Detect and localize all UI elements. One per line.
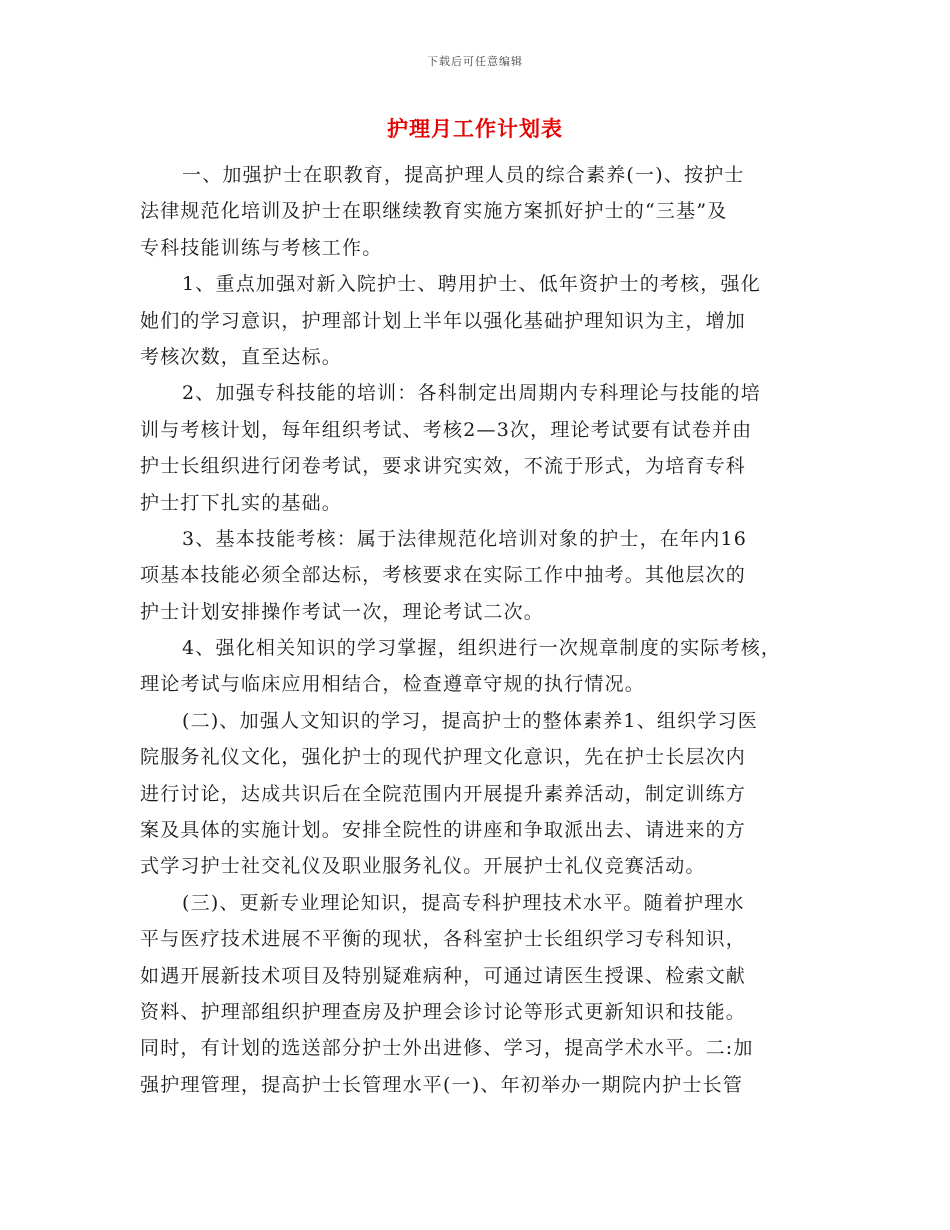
text-line: 院服务礼仪文化，强化护士的现代护理文化意识，先在护士长层次内 xyxy=(140,746,747,769)
text-line: 式学习护士社交礼仪及职业服务礼仪。开展护士礼仪竞赛活动。 xyxy=(140,855,706,878)
document-body xyxy=(140,157,825,1103)
text-line: 如遇开展新技术项目及特别疑难病种，可通过请医生授课、检索文献 xyxy=(140,964,747,987)
page-header: 下载后可任意编辑 xyxy=(427,55,523,68)
text-line: 护士计划安排操作考试一次，理论考试二次。 xyxy=(140,600,545,623)
document-title: 护理月工作计划表 xyxy=(387,116,563,141)
text-line: 训与考核计划，每年组织考试、考核2—3次，理论考试要有试卷并由 xyxy=(140,418,753,441)
text-line: 项基本技能必须全部达标，考核要求在实际工作中抽考。其他层次的 xyxy=(140,564,747,587)
text-line: 3、基本技能考核：属于法律规范化培训对象的护士，在年内16 xyxy=(182,527,748,550)
text-line: 进行讨论，达成共识后在全院范围内开展提升素养活动，制定训练方 xyxy=(140,782,747,805)
text-line: 护士长组织进行闭卷考试，要求讲究实效，不流于形式，为培育专科 xyxy=(140,455,747,478)
text-line: 案及具体的实施计划。安排全院性的讲座和争取派出去、请进来的方 xyxy=(140,819,747,842)
text-line: 专科技能训练与考核工作。 xyxy=(140,236,383,259)
text-line: 理论考试与临床应用相结合，检查遵章守规的执行情况。 xyxy=(140,673,646,696)
text-line: 考核次数，直至达标。 xyxy=(140,345,343,368)
text-line: 4、强化相关知识的学习掌握，组织进行一次规章制度的实际考核， xyxy=(182,637,782,660)
text-line: 一、加强护士在职教育，提高护理人员的综合素养(一)、按护士 xyxy=(182,164,745,186)
text-line: 1、重点加强对新入院护士、聘用护士、低年资护士的考核，强化 xyxy=(182,273,761,296)
text-line: 平与医疗技术进展不平衡的现状，各科室护士长组织学习专科知识， xyxy=(140,928,747,951)
text-line: 资料、护理部组织护理查房及护理会诊讨论等形式更新知识和技能。 xyxy=(140,1000,747,1023)
text-line: 她们的学习意识，护理部计划上半年以强化基础护理知识为主，增加 xyxy=(140,309,747,332)
text-line: (二)、加强人文知识的学习，提高护士的整体素养1、组织学习医 xyxy=(182,709,758,732)
text-line: 护士打下扎实的基础。 xyxy=(140,491,343,514)
text-line: 2、加强专科技能的培训：各科制定出周期内专科理论与技能的培 xyxy=(182,382,761,405)
text-line: (三)、更新专业理论知识，提高专科护理技术水平。随着护理水 xyxy=(182,891,745,914)
text-line: 强护理管理，提高护士长管理水平(一)、年初举办一期院内护士长管 xyxy=(140,1073,744,1096)
text-line: 同时，有计划的选送部分护士外出进修、学习，提高学术水平。二:加 xyxy=(140,1037,754,1060)
text-line: 法律规范化培训及护士在职继续教育实施方案抓好护士的“三基”及 xyxy=(140,200,728,223)
